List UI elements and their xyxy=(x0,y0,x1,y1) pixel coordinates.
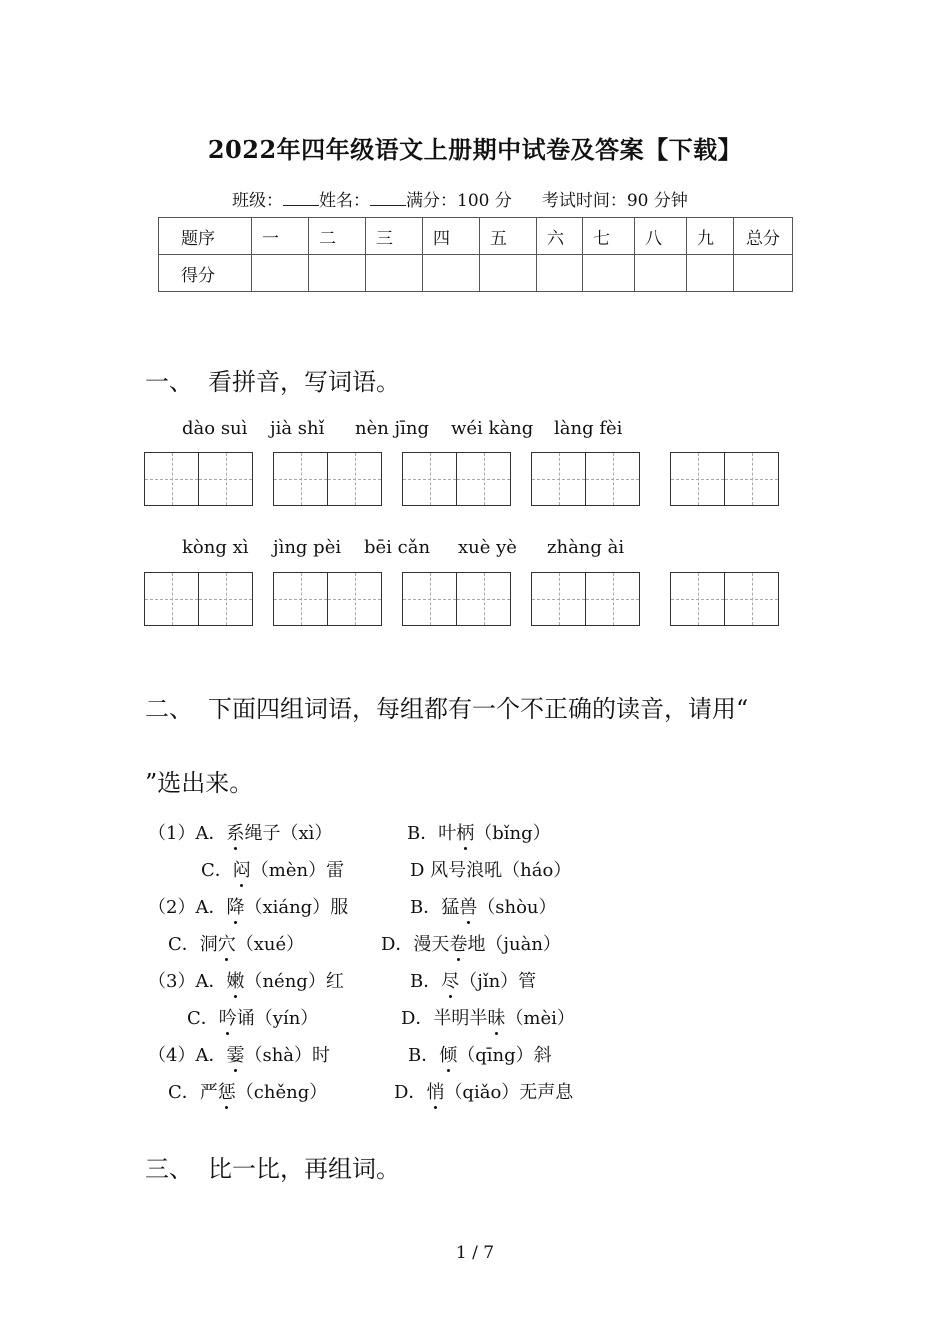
writing-cell[interactable] xyxy=(724,573,778,625)
writing-cell[interactable] xyxy=(532,453,585,505)
class-label: 班级： xyxy=(232,191,283,211)
option-text: 绳子（xì） xyxy=(244,823,333,844)
option-text: （xué） xyxy=(235,934,305,955)
section-number: 一、 xyxy=(145,368,193,396)
page-number: 1 / 7 xyxy=(455,1243,495,1263)
full-score: 满分：100 分 xyxy=(406,191,512,211)
class-blank[interactable] xyxy=(283,191,319,206)
score-header-cell: 九 xyxy=(687,218,734,255)
pinyin-label: kòng xì xyxy=(182,537,249,558)
score-cell[interactable] xyxy=(583,255,635,292)
score-table-header-row xyxy=(159,218,793,255)
score-header-cell: 二 xyxy=(309,218,366,255)
option-a xyxy=(148,819,332,845)
option-text: （3）A． xyxy=(148,971,227,992)
dotted-char: 昧 xyxy=(487,1004,505,1030)
exam-time: 考试时间：90 分钟 xyxy=(541,191,688,211)
option-text: （qiǎo）无声息 xyxy=(444,1082,574,1103)
section-3-heading xyxy=(145,1149,400,1184)
option-text: C． xyxy=(201,860,233,881)
section-title: 看拼音，写词语。 xyxy=(208,368,400,396)
option-text: （shòu） xyxy=(477,897,557,918)
option-text: （jǐn）管 xyxy=(459,971,537,992)
option-text: D． xyxy=(394,1082,427,1103)
dotted-char: 穴 xyxy=(218,930,236,956)
writing-grid[interactable] xyxy=(402,452,511,506)
dotted-char: 系 xyxy=(226,819,244,845)
score-cell[interactable] xyxy=(366,255,423,292)
pinyin-label: nèn jīng xyxy=(355,418,430,439)
option-d xyxy=(401,1004,575,1030)
option-c xyxy=(168,1078,327,1104)
score-header-cell: 一 xyxy=(252,218,309,255)
option-text: （bǐng） xyxy=(474,823,551,844)
option-text: D．漫天 xyxy=(381,934,450,955)
page-title: 2022年四年级语文上册期中试卷及答案【下载】 xyxy=(207,135,743,164)
option-a xyxy=(148,967,344,993)
writing-cell[interactable] xyxy=(327,573,381,625)
option-text: （qīng）斜 xyxy=(457,1045,552,1066)
option-text: D 风号浪吼（háo） xyxy=(410,860,572,881)
score-header-cell: 六 xyxy=(537,218,583,255)
option-text: （mèi） xyxy=(505,1008,575,1029)
writing-cell[interactable] xyxy=(456,573,510,625)
option-text: （1）A． xyxy=(148,823,227,844)
score-header-cell: 四 xyxy=(423,218,480,255)
option-text: C． xyxy=(187,1008,219,1029)
writing-cell[interactable] xyxy=(585,453,639,505)
pinyin-label: wéi kàng xyxy=(451,418,534,439)
pinyin-label: zhàng ài xyxy=(547,537,625,558)
name-blank[interactable] xyxy=(370,191,406,206)
writing-cell[interactable] xyxy=(327,453,381,505)
option-text: 诵（yín） xyxy=(236,1008,319,1029)
option-text: 地（juàn） xyxy=(467,934,561,955)
score-cell[interactable] xyxy=(480,255,537,292)
score-header-cell: 五 xyxy=(480,218,537,255)
score-cell[interactable] xyxy=(309,255,366,292)
pinyin-label: bēi cǎn xyxy=(364,537,431,558)
writing-cell[interactable] xyxy=(198,453,252,505)
dotted-char: 卷 xyxy=(449,930,467,956)
dotted-char: 兽 xyxy=(459,893,477,919)
score-header-cell: 三 xyxy=(366,218,423,255)
score-header-cell: 题序 xyxy=(159,218,252,255)
pinyin-label: làng fèi xyxy=(554,418,623,439)
option-text: （chěng） xyxy=(235,1082,328,1103)
score-header-cell: 七 xyxy=(583,218,635,255)
section-title: 比一比，再组词。 xyxy=(208,1155,400,1183)
score-table-score-row xyxy=(159,255,793,292)
score-table xyxy=(158,217,793,292)
writing-grid[interactable] xyxy=(402,572,511,626)
writing-grid[interactable] xyxy=(531,572,640,626)
option-text: B．猛 xyxy=(410,897,460,918)
score-cell[interactable] xyxy=(537,255,583,292)
score-cell[interactable] xyxy=(423,255,480,292)
writing-grid[interactable] xyxy=(670,572,779,626)
score-header-cell: 八 xyxy=(635,218,687,255)
writing-cell[interactable] xyxy=(274,453,327,505)
score-cell[interactable] xyxy=(687,255,734,292)
option-c xyxy=(187,1004,318,1030)
pinyin-label: jìng pèi xyxy=(273,537,342,558)
dotted-char: 尽 xyxy=(441,967,459,993)
writing-grid[interactable] xyxy=(670,452,779,506)
option-a xyxy=(148,893,348,919)
score-cell[interactable] xyxy=(734,255,793,292)
option-text: B． xyxy=(410,971,442,992)
writing-cell[interactable] xyxy=(403,573,456,625)
option-text: （mèn）雷 xyxy=(250,860,345,881)
name-label: 姓名： xyxy=(319,191,370,211)
option-text: （4）A． xyxy=(148,1045,227,1066)
dotted-char: 惩 xyxy=(218,1078,236,1104)
dotted-char: 嫩 xyxy=(226,967,244,993)
writing-grid[interactable] xyxy=(273,572,382,626)
dotted-char: 悄 xyxy=(426,1078,444,1104)
writing-grid[interactable] xyxy=(144,572,253,626)
option-text: （2）A． xyxy=(148,897,227,918)
writing-cell[interactable] xyxy=(671,573,724,625)
writing-cell[interactable] xyxy=(456,453,510,505)
option-text: C．严 xyxy=(168,1082,218,1103)
section-number: 二、 xyxy=(145,695,193,723)
option-text: （xiáng）服 xyxy=(244,897,349,918)
option-text: C．洞 xyxy=(168,934,218,955)
section-2-heading-cont: ”选出来。 xyxy=(145,769,254,797)
option-d xyxy=(410,856,571,882)
option-b xyxy=(408,1041,552,1067)
option-c xyxy=(201,856,344,882)
dotted-char: 霎 xyxy=(226,1041,244,1067)
writing-cell[interactable] xyxy=(274,573,327,625)
option-text: D．半明半 xyxy=(401,1008,488,1029)
option-b xyxy=(410,893,557,919)
writing-cell[interactable] xyxy=(532,573,585,625)
writing-cell[interactable] xyxy=(198,573,252,625)
score-cell[interactable] xyxy=(635,255,687,292)
option-text: （shà）时 xyxy=(244,1045,331,1066)
score-cell[interactable] xyxy=(252,255,309,292)
pinyin-label: dào suì xyxy=(182,418,248,439)
section-title: 下面四组词语，每组都有一个不正确的读音，请用“ xyxy=(208,695,749,723)
section-2-heading xyxy=(145,689,748,724)
writing-cell[interactable] xyxy=(145,453,198,505)
option-b xyxy=(410,967,536,993)
option-text: B．叶 xyxy=(407,823,457,844)
dotted-char: 吟 xyxy=(219,1004,237,1030)
option-text: （néng）红 xyxy=(244,971,344,992)
score-row-label: 得分 xyxy=(159,255,252,292)
dotted-char: 降 xyxy=(226,893,244,919)
option-d xyxy=(394,1078,573,1104)
writing-cell[interactable] xyxy=(724,453,778,505)
option-c xyxy=(168,930,304,956)
writing-grid[interactable] xyxy=(144,452,253,506)
option-a xyxy=(148,1041,330,1067)
dotted-char: 闷 xyxy=(233,856,251,882)
section-number: 三、 xyxy=(145,1155,193,1183)
dotted-char: 倾 xyxy=(439,1041,457,1067)
option-text: B． xyxy=(408,1045,440,1066)
writing-cell[interactable] xyxy=(585,573,639,625)
writing-grid[interactable] xyxy=(273,452,382,506)
score-header-cell: 总分 xyxy=(734,218,793,255)
option-d xyxy=(381,930,561,956)
pinyin-label: jià shǐ xyxy=(270,418,325,439)
dotted-char: 柄 xyxy=(456,819,474,845)
exam-info-line xyxy=(232,186,688,211)
writing-cell[interactable] xyxy=(145,573,198,625)
writing-cell[interactable] xyxy=(403,453,456,505)
writing-cell[interactable] xyxy=(671,453,724,505)
section-1-heading xyxy=(145,362,400,397)
option-b xyxy=(407,819,551,845)
pinyin-label: xuè yè xyxy=(458,537,517,558)
writing-grid[interactable] xyxy=(531,452,640,506)
